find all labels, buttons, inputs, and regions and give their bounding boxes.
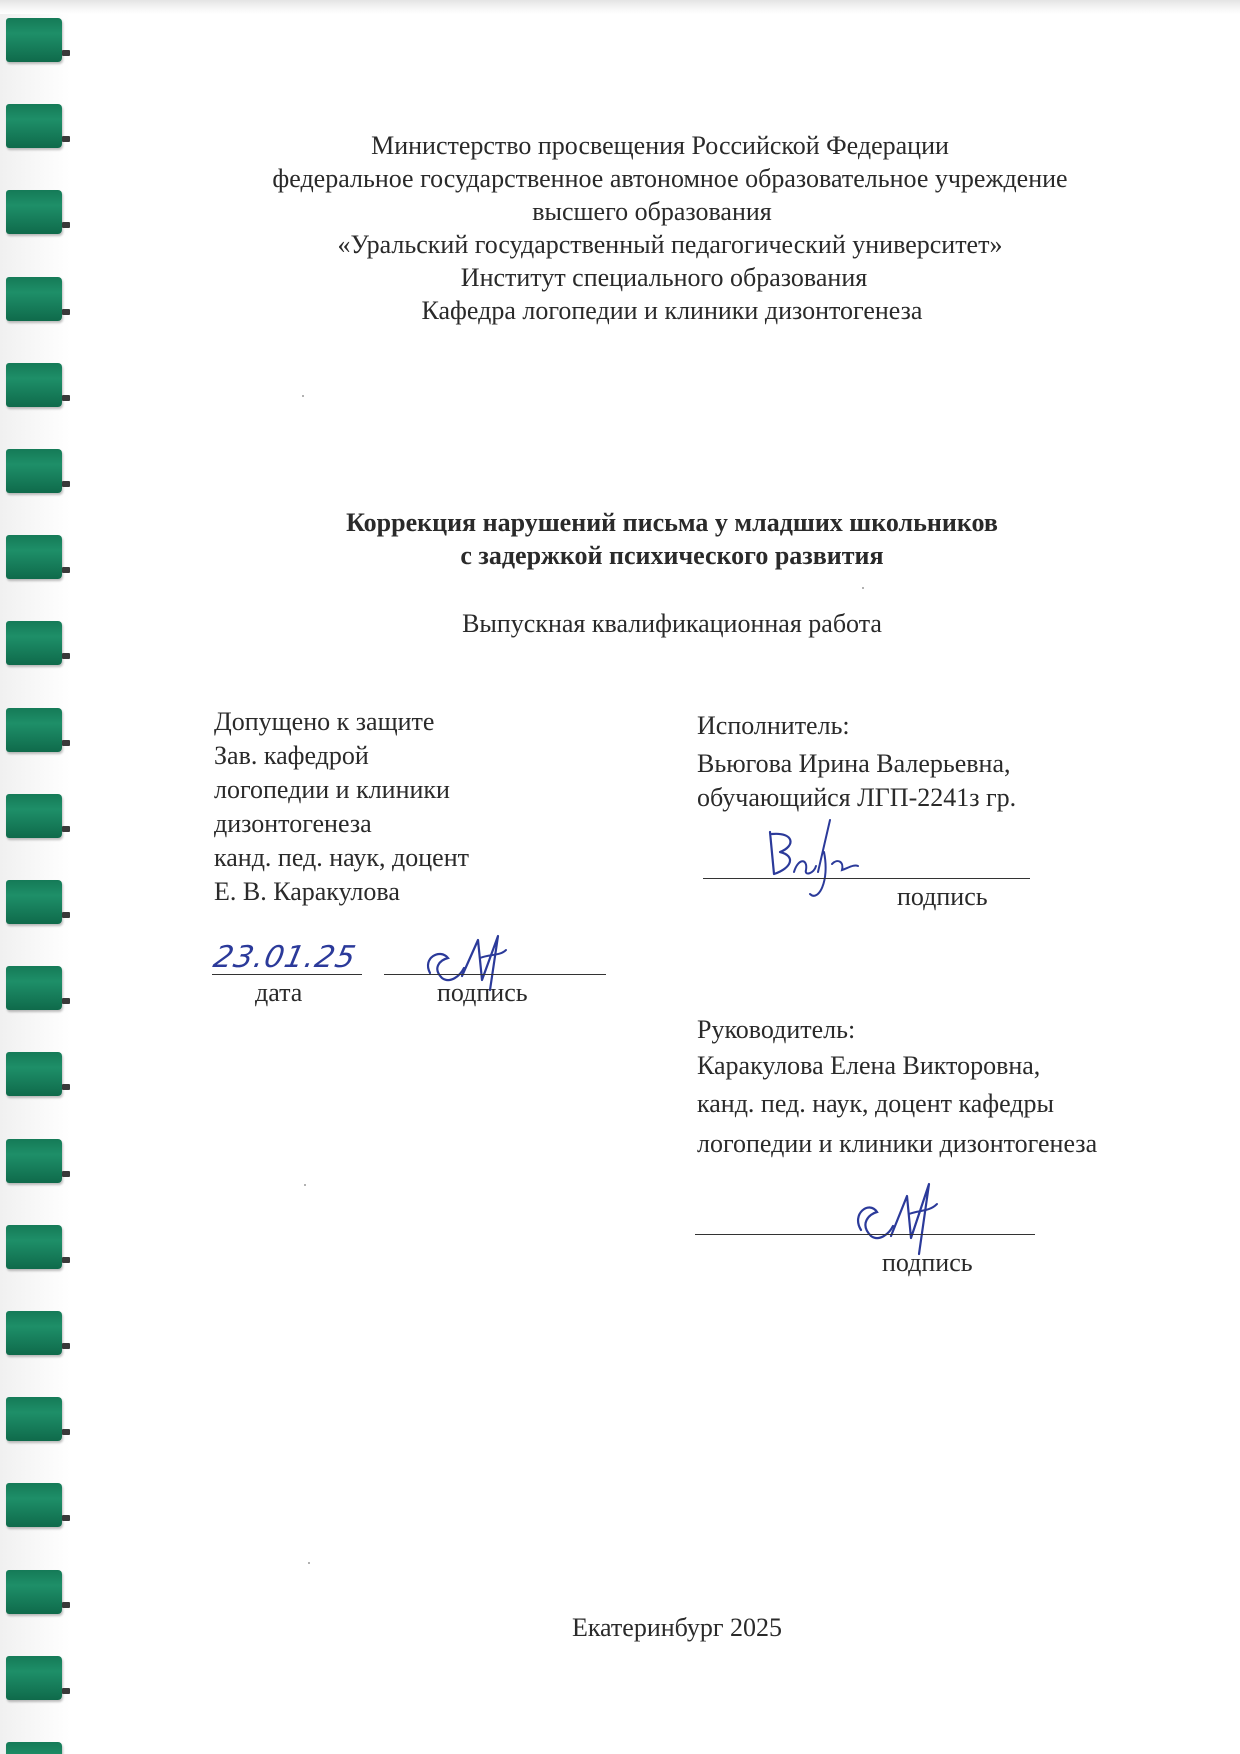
binding-coil-band [6,880,62,924]
institution-line-2: высшего образования [532,197,772,226]
scan-speck [304,1184,306,1186]
binding-hole [62,912,70,918]
handwritten-date: 23.01.25 [210,940,360,975]
binding-coil [6,794,62,838]
binding-coil [6,708,62,752]
binding-coil-band [6,1397,62,1441]
binding-hole [62,826,70,832]
binding-coil [6,1311,62,1355]
binding-hole [62,481,70,487]
scan-speck [308,1562,310,1564]
binding-hole [62,50,70,56]
thesis-title-line-2: с задержкой психического развития [460,541,884,570]
scan-speck [302,395,304,397]
binding-coil-band [6,1570,62,1614]
signature-line [703,878,1030,879]
binding-coil [6,18,62,62]
binding-coil-band [6,363,62,407]
binding-hole [62,1084,70,1090]
binding-coil [6,1139,62,1183]
signature-caption: подпись [882,1248,973,1277]
binding-coil-band [6,18,62,62]
binding-coil [6,1397,62,1441]
admission-line: дизонтогенеза [214,809,372,838]
scan-speck [862,587,864,589]
signature-caption: подпись [897,882,988,911]
admission-line: логопедии и клиники [214,775,450,804]
binding-coil [6,1570,62,1614]
binding-hole [62,740,70,746]
supervisor-line: логопедии и клиники дизонтогенеза [697,1129,1098,1158]
binding-coil-band [6,1656,62,1700]
binding-coil [6,966,62,1010]
signature-line [695,1234,1035,1235]
executor-line: обучающийся ЛГП-2241з гр. [697,783,1017,812]
binding-coil-band [6,1139,62,1183]
binding-coil-band [6,1225,62,1269]
signature-line [384,974,606,975]
university-name: «Уральский государственный педагогический университет» [337,230,1003,259]
signature-caption: подпись [437,978,528,1007]
binding-coil [6,1742,62,1754]
supervisor-line: Руководитель: [697,1015,856,1044]
binding-hole [62,653,70,659]
binding-coil [6,363,62,407]
binding-coil [6,1656,62,1700]
supervisor-line: Каракулова Елена Викторовна, [697,1051,1041,1080]
binding-coil-band [6,449,62,493]
binding-coil-band [6,1483,62,1527]
binding-coil [6,1225,62,1269]
binding-coil [6,1052,62,1096]
city-year: Екатеринбург 2025 [571,1613,783,1642]
thesis-title-line-1: Коррекция нарушений письма у младших школьников [346,508,998,537]
binding-coil-band [6,1742,62,1754]
binding-hole [62,1515,70,1521]
binding-coil [6,880,62,924]
binding-coil-band [6,1311,62,1355]
binding-hole [62,1429,70,1435]
binding-hole [62,1602,70,1608]
admission-line: Допущено к защите [214,707,435,736]
binding-coil [6,449,62,493]
institute-name: Институт специального образования [460,263,868,292]
admission-line: канд. пед. наук, доцент [214,843,469,872]
scan-shadow-top [0,0,1240,14]
binding-hole [62,1257,70,1263]
binding-hole [62,1171,70,1177]
admission-line: Зав. кафедрой [214,741,369,770]
supervisor-line: канд. пед. наук, доцент кафедры [697,1089,1055,1118]
binding-coil-band [6,1052,62,1096]
department-name: Кафедра логопедии и клиники дизонтогенеза [421,296,923,325]
binding-hole [62,1688,70,1694]
binding-hole [62,998,70,1004]
binding-coil-band [6,966,62,1010]
admission-line: Е. В. Каракулова [214,877,400,906]
binding-coil-band [6,794,62,838]
date-line [212,974,362,975]
date-caption: дата [255,978,303,1007]
ministry-line: Министерство просвещения Российской Федерации [371,131,949,160]
binding-hole [62,395,70,401]
binding-coil-band [6,708,62,752]
executor-line: Исполнитель: [697,711,850,740]
executor-line: Вьюгова Ирина Валерьевна, [697,749,1011,778]
institution-line-1: федеральное государственное автономное образовательное учреждение [272,164,1068,193]
signature-vyugova [758,812,868,902]
binding-hole [62,1343,70,1349]
work-type: Выпускная квалификационная работа [462,609,882,638]
binding-coil [6,1483,62,1527]
